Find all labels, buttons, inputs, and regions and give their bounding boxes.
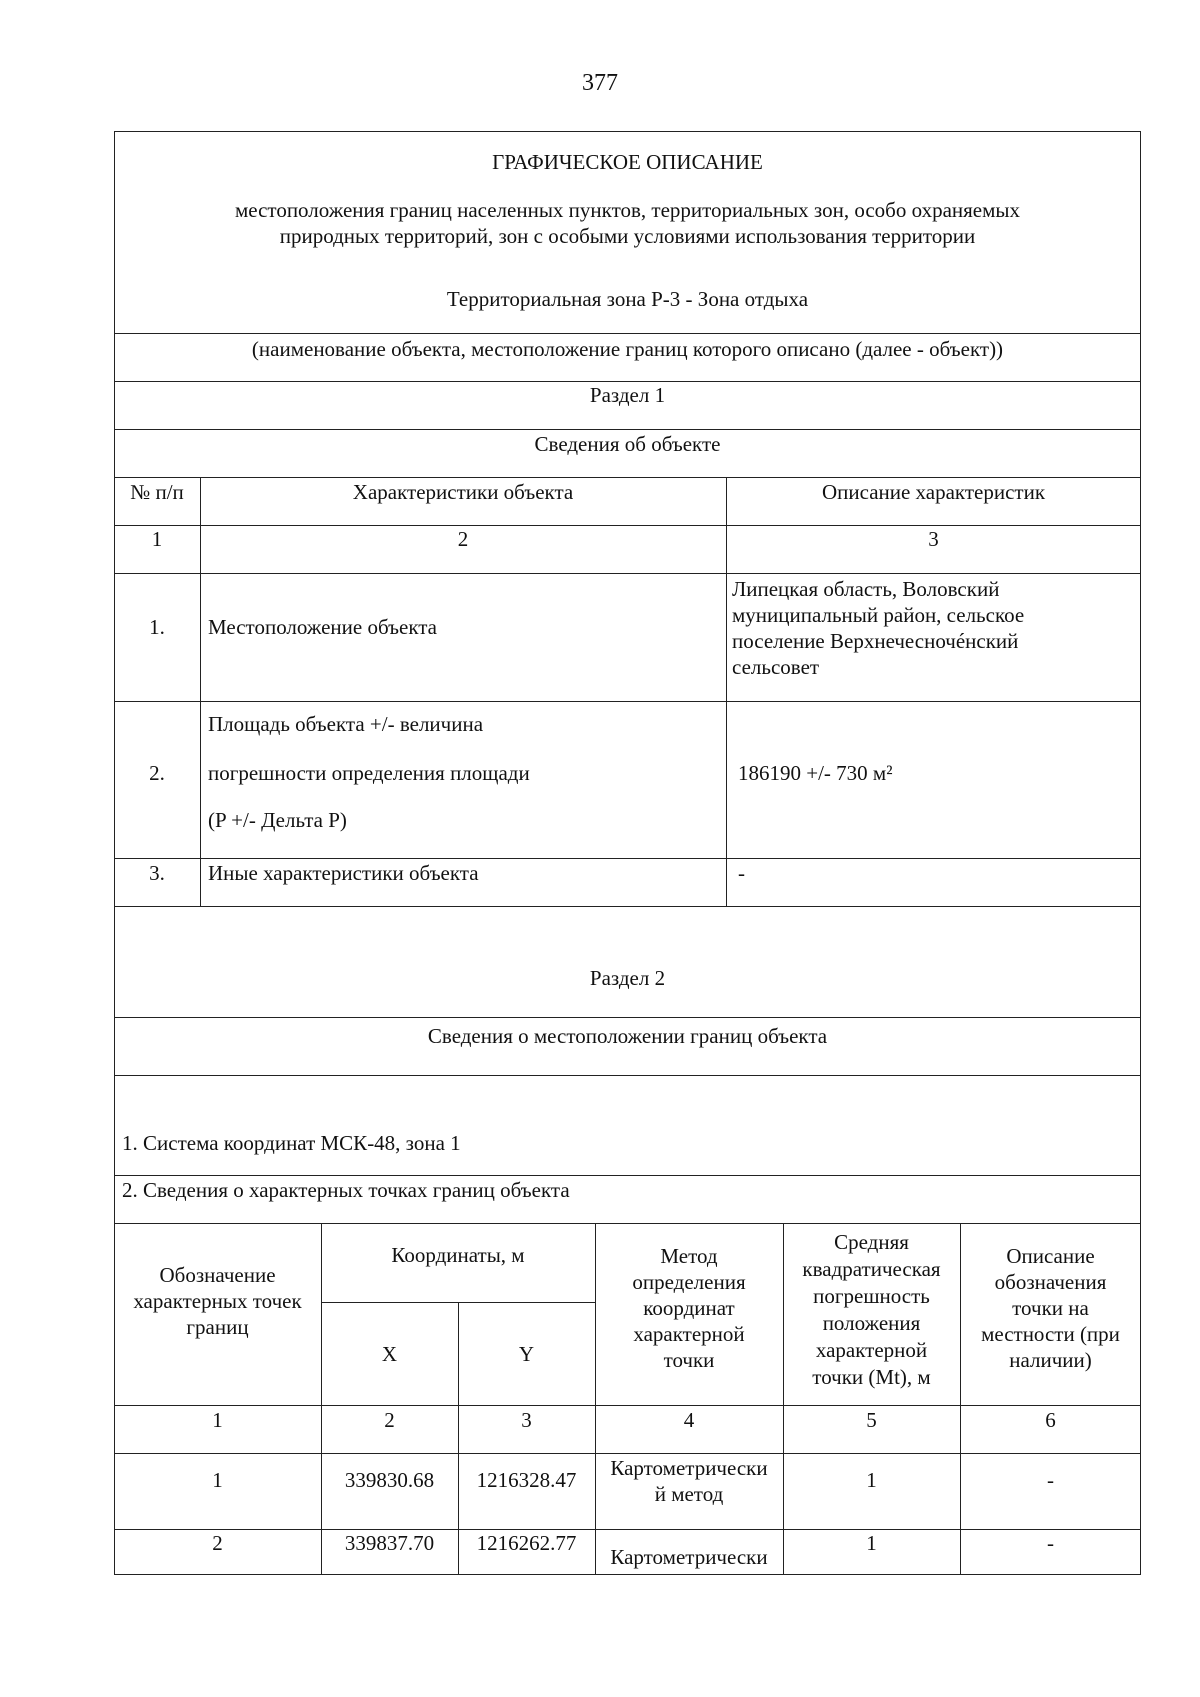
characteristic-name: (P +/- Дельта P) [208, 808, 347, 832]
divider [114, 701, 1141, 702]
error-header: Средняя [834, 1230, 909, 1254]
divider [321, 1223, 322, 1575]
divider [114, 1529, 1141, 1530]
column-number: 6 [1045, 1408, 1056, 1432]
characteristic-value: сельсовет [732, 655, 820, 679]
column-number: 5 [866, 1408, 877, 1432]
error-header: квадратическая [802, 1257, 941, 1281]
error-header: характерной [815, 1338, 928, 1362]
designation-header: Обозначение [159, 1263, 276, 1287]
document-subtitle: местоположения границ населенных пунктов, территориальных зон, особо охраняемых [234, 198, 1021, 222]
divider [114, 1405, 1141, 1406]
column-header: Описание характеристик [821, 480, 1046, 504]
divider [114, 333, 1141, 334]
error-header: положения [822, 1311, 921, 1335]
characteristic-value: поселение Верхнечесночéнский [732, 629, 1019, 653]
point-x: 339837.70 [344, 1531, 435, 1555]
characteristic-name: Иные характеристики объекта [208, 861, 479, 885]
point-method: й метод [654, 1482, 724, 1506]
method-header: точки [663, 1348, 715, 1372]
points-caption: 2. Сведения о характерных точках границ объекта [122, 1178, 570, 1202]
point-y: 1216262.77 [476, 1531, 577, 1555]
divider [114, 525, 1141, 526]
divider [114, 1453, 1141, 1454]
point-mt: 1 [866, 1468, 877, 1492]
method-header: Метод [660, 1244, 718, 1268]
column-number: 1 [212, 1408, 223, 1432]
description-header: местности (при [981, 1322, 1120, 1346]
row-number: 2. [149, 761, 165, 785]
coordinate-system: 1. Система координат МСК-48, зона 1 [122, 1131, 461, 1155]
method-header: определения [632, 1270, 746, 1294]
divider [114, 906, 1141, 907]
characteristic-name: погрешности определения площади [208, 761, 530, 785]
characteristic-value: Липецкая область, Воловский [732, 577, 1000, 601]
column-number: 2 [384, 1408, 395, 1432]
divider [114, 429, 1141, 430]
column-number: 4 [683, 1408, 695, 1432]
description-header: точки на [1012, 1296, 1089, 1320]
divider [114, 381, 1141, 382]
description-header: наличии) [1009, 1348, 1092, 1372]
column-number: 3 [521, 1408, 532, 1432]
column-number: 1 [151, 527, 163, 551]
column-number: 2 [457, 527, 469, 551]
designation-header: характерных точек [133, 1289, 302, 1313]
characteristic-name: Местоположение объекта [208, 615, 438, 639]
designation-header: границ [186, 1315, 249, 1339]
section2-subheading: Сведения о местоположении границ объекта [427, 1024, 828, 1048]
point-method: Картометрически [610, 1456, 768, 1480]
divider [114, 1075, 1141, 1076]
y-header: Y [518, 1342, 535, 1366]
page-number: 377 [582, 70, 618, 96]
divider [114, 1223, 1141, 1224]
x-header: X [381, 1342, 398, 1366]
divider [114, 477, 1141, 478]
divider [114, 1175, 1141, 1176]
document-title: ГРАФИЧЕСКОЕ ОПИСАНИЕ [492, 150, 763, 174]
point-mt: 1 [866, 1531, 877, 1555]
point-description: - [1047, 1531, 1054, 1555]
coordinates-header: Координаты, м [391, 1243, 525, 1267]
section2-heading: Раздел 2 [589, 966, 666, 990]
characteristic-value: - [738, 861, 745, 885]
description-header: Описание [1006, 1244, 1095, 1268]
point-method: Картометрически [610, 1545, 768, 1569]
section1-heading: Раздел 1 [589, 383, 666, 407]
characteristic-value: муниципальный район, сельское [732, 603, 1025, 627]
column-number: 3 [928, 527, 939, 551]
row-number: 1. [149, 615, 165, 639]
point-x: 339830.68 [344, 1468, 435, 1492]
characteristic-value: 186190 +/- 730 м² [738, 761, 893, 785]
error-header: точки (Mt), м [812, 1365, 931, 1389]
section1-subheading: Сведения об объекте [534, 432, 721, 456]
method-header: характерной [633, 1322, 745, 1346]
point-description: - [1047, 1468, 1054, 1492]
row-number: 3. [149, 861, 165, 885]
characteristic-name: Площадь объекта +/- величина [208, 712, 484, 736]
point-id: 1 [212, 1468, 223, 1492]
document-subtitle: природных территорий, зон с особыми условиями использования территории [279, 224, 976, 248]
point-y: 1216328.47 [476, 1468, 577, 1492]
method-header: координат [643, 1296, 735, 1320]
object-caption: (наименование объекта, местоположение границ которого описано (далее - объект)) [251, 337, 1004, 361]
zone-name: Территориальная зона Р-3 - Зона отдыха [446, 287, 809, 311]
column-header: Характеристики объекта [352, 480, 574, 504]
column-header: № п/п [130, 480, 184, 504]
description-header: обозначения [994, 1270, 1107, 1294]
divider [114, 1017, 1141, 1018]
divider [114, 858, 1141, 859]
point-id: 2 [212, 1531, 223, 1555]
divider [114, 573, 1141, 574]
error-header: погрешность [813, 1284, 930, 1308]
